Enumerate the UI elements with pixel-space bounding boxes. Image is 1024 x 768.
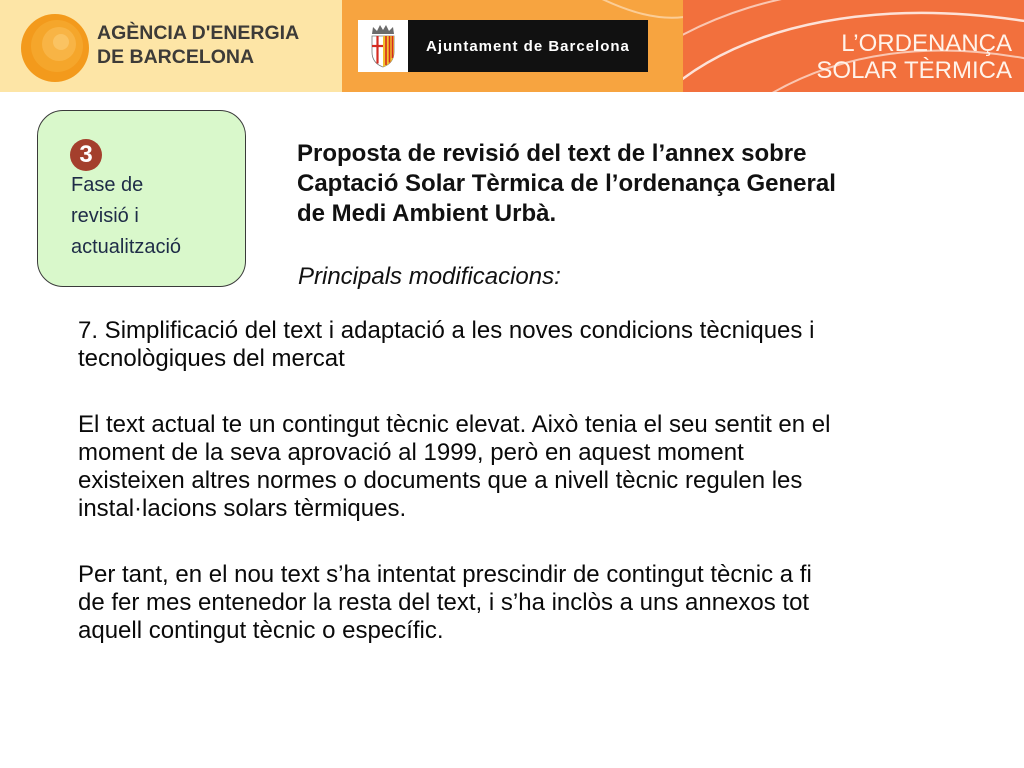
agency-logo-icon <box>18 12 92 84</box>
paragraph-new-text <box>78 561 830 645</box>
slide-title-line: Captació Solar Tèrmica de l’ordenança General <box>297 170 836 197</box>
agency-name-line-1: AGÈNCIA D'ENERGIA <box>97 22 300 44</box>
phase-box <box>37 110 246 287</box>
barcelona-shield-icon <box>363 22 403 70</box>
phase-label-line: revisió i <box>71 205 139 227</box>
paragraph-line: de fer mes entenedor la resta del text, i s’ha inclòs a uns annexos tot <box>78 589 810 616</box>
agency-name <box>97 21 299 69</box>
city-logo-text-area <box>408 20 648 72</box>
paragraph-line: El text actual te un contingut tècnic elevat. Això tenia el seu sentit en el <box>78 411 831 438</box>
city-logo-shield-area <box>358 20 408 72</box>
paragraph-simplification <box>78 317 830 373</box>
slide-title-line: de Medi Ambient Urbà. <box>297 200 557 227</box>
paragraph-line: Per tant, en el nou text s’ha intentat prescindir de contingut tècnic a fi <box>78 561 812 588</box>
slide-subtitle: Principals modificacions: <box>298 263 561 290</box>
header-middle-panel <box>342 0 683 92</box>
phase-number-badge: 3 <box>70 139 102 171</box>
slide-header <box>0 0 1024 92</box>
city-logo-text: Ajuntament de Barcelona <box>426 37 630 55</box>
header-title-line-2: SOLAR TÈRMICA <box>816 57 1012 84</box>
paragraph-line: aquell contingut tècnic o específic. <box>78 617 444 644</box>
header-title-line-1: L’ORDENANÇA <box>841 30 1012 57</box>
paragraph-line: moment de la seva aprovació al 1999, però en aquest moment <box>78 439 744 466</box>
paragraph-line: 7. Simplificació del text i adaptació a les noves condicions tècniques i <box>78 317 815 344</box>
slide-title <box>297 139 836 229</box>
phase-label-line: actualització <box>71 236 182 258</box>
header-right-panel <box>683 0 1024 92</box>
paragraph-line: tecnològiques del mercat <box>78 345 345 372</box>
phase-label-line: Fase de <box>71 174 144 196</box>
header-left-panel <box>0 0 342 92</box>
header-title <box>816 30 1012 84</box>
paragraph-current-text <box>78 411 830 523</box>
phase-label <box>71 170 181 263</box>
slide-body <box>78 317 830 683</box>
agency-name-line-2: DE BARCELONA <box>97 46 255 68</box>
city-logo <box>358 20 648 72</box>
paragraph-line: existeixen altres normes o documents que a nivell tècnic regulen les <box>78 467 803 494</box>
paragraph-line: instal·lacions solars tèrmiques. <box>78 495 407 522</box>
slide-title-line: Proposta de revisió del text de l’annex sobre <box>297 140 807 167</box>
